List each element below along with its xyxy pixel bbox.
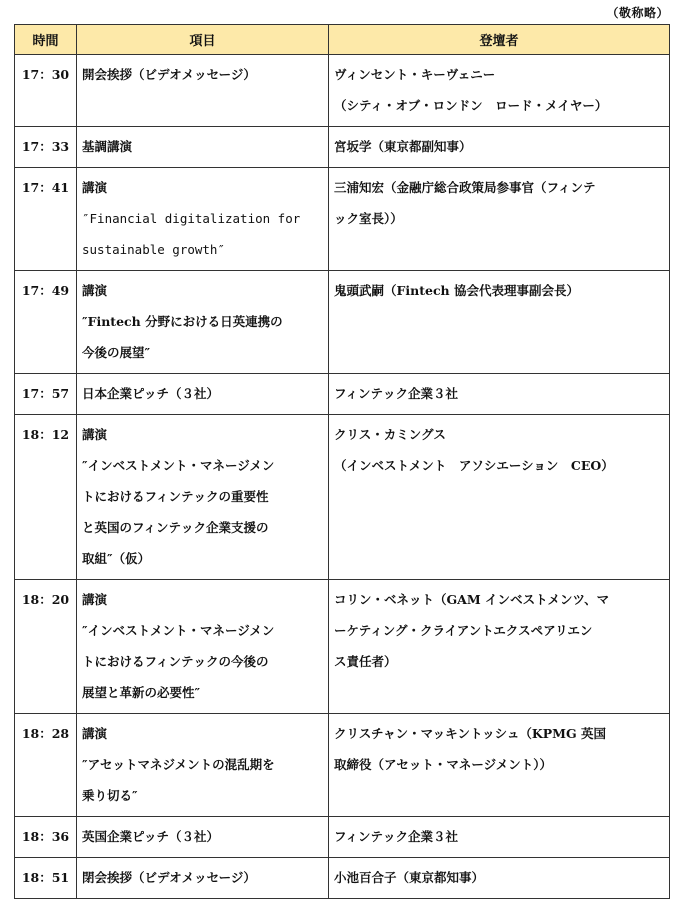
table-row [15,168,670,271]
item-line: 乗り切る″ [82,788,138,803]
speaker-line: ーケティング・クライアントエクスペアリエン [334,623,593,638]
table-row [15,374,670,415]
speaker-cell [329,858,670,899]
table-row [15,415,670,580]
table-row [15,817,670,858]
item-cell [77,271,329,374]
item-line: 開会挨拶（ビデオメッセージ） [82,67,256,82]
speaker-line: 三浦知宏（金融庁総合政策局参事官（フィンテ [334,180,596,195]
item-line: 閉会挨拶（ビデオメッセージ） [82,870,256,885]
speaker-cell [329,271,670,374]
time-cell: 18：12 [15,415,77,580]
table-header-row [15,25,670,55]
item-line: 基調講演 [82,139,133,154]
speaker-line: 宮坂学（東京都副知事） [334,139,472,154]
table-row [15,271,670,374]
item-line: 講演 [82,283,108,298]
speaker-line: フィンテック企業３社 [334,829,459,844]
speaker-line: クリスチャン・マッキントッシュ（KPMG 英国 [334,726,607,741]
item-line: 講演 [82,592,108,607]
table-row [15,580,670,714]
item-line: 取組″（仮） [82,551,151,566]
speaker-cell [329,55,670,127]
item-line: トにおけるフィンテックの今後の [82,654,269,669]
item-line: ″インベストメント・マネージメン [82,458,275,473]
time-cell: 17：49 [15,271,77,374]
time-cell: 18：28 [15,714,77,817]
speaker-line: （シティ・オブ・ロンドン ロード・メイヤー） [334,98,608,113]
header-time: 時間 [15,25,77,55]
time-cell: 17：33 [15,127,77,168]
table-row [15,714,670,817]
item-line: ″Financial digitalization for [82,211,301,226]
speaker-line: ヴィンセント・キーヴェニー [334,67,496,82]
item-cell [77,714,329,817]
speaker-cell [329,168,670,271]
speaker-line: 小池百合子（東京都知事） [334,870,485,885]
speaker-cell [329,714,670,817]
item-line: 講演 [82,180,108,195]
time-cell: 17：41 [15,168,77,271]
item-line: トにおけるフィンテックの重要性 [82,489,269,504]
honorific-note: （敬称略） [606,6,669,20]
item-cell [77,858,329,899]
speaker-cell [329,580,670,714]
speaker-line: （インベストメント アソシエーション CEO） [334,458,614,473]
item-line: と英国のフィンテック企業支援の [82,520,269,535]
speaker-line: クリス・カミングス [334,427,446,442]
table-row [15,55,670,127]
time-cell: 18：36 [15,817,77,858]
item-cell [77,168,329,271]
item-line: 日本企業ピッチ（３社） [82,386,220,401]
speaker-cell [329,415,670,580]
item-cell [77,817,329,858]
item-line: 講演 [82,726,108,741]
item-cell [77,55,329,127]
program-table [14,24,670,899]
speaker-line: ック室長）） [334,211,403,226]
speaker-line: フィンテック企業３社 [334,386,459,401]
speaker-line: コリン・ベネット（GAM インベストメンツ、マ [334,592,610,607]
time-cell: 18：51 [15,858,77,899]
header-item: 項目 [77,25,329,55]
speaker-line: 鬼頭武嗣（Fintech 協会代表理事副会長） [334,283,579,298]
speaker-cell [329,127,670,168]
item-line: 展望と革新の必要性″ [82,685,201,700]
program-body [15,55,670,899]
item-line: 今後の展望″ [82,345,151,360]
speaker-cell [329,374,670,415]
item-line: 英国企業ピッチ（３社） [82,829,220,844]
item-cell [77,415,329,580]
table-row [15,858,670,899]
table-row [15,127,670,168]
item-cell [77,374,329,415]
header-speaker: 登壇者 [329,25,670,55]
speaker-line: ス責任者） [334,654,397,669]
item-line: sustainable growth″ [82,242,225,257]
item-line: ″インベストメント・マネージメン [82,623,275,638]
item-cell [77,127,329,168]
item-cell [77,580,329,714]
item-line: 講演 [82,427,108,442]
time-cell: 17：30 [15,55,77,127]
item-line: ″アセットマネジメントの混乱期を [82,757,275,772]
time-cell: 18：20 [15,580,77,714]
speaker-line: 取締役（アセット・マネージメント）） [334,757,553,772]
item-line: ″Fintech 分野における日英連携の [82,314,283,329]
time-cell: 17：57 [15,374,77,415]
speaker-cell [329,817,670,858]
